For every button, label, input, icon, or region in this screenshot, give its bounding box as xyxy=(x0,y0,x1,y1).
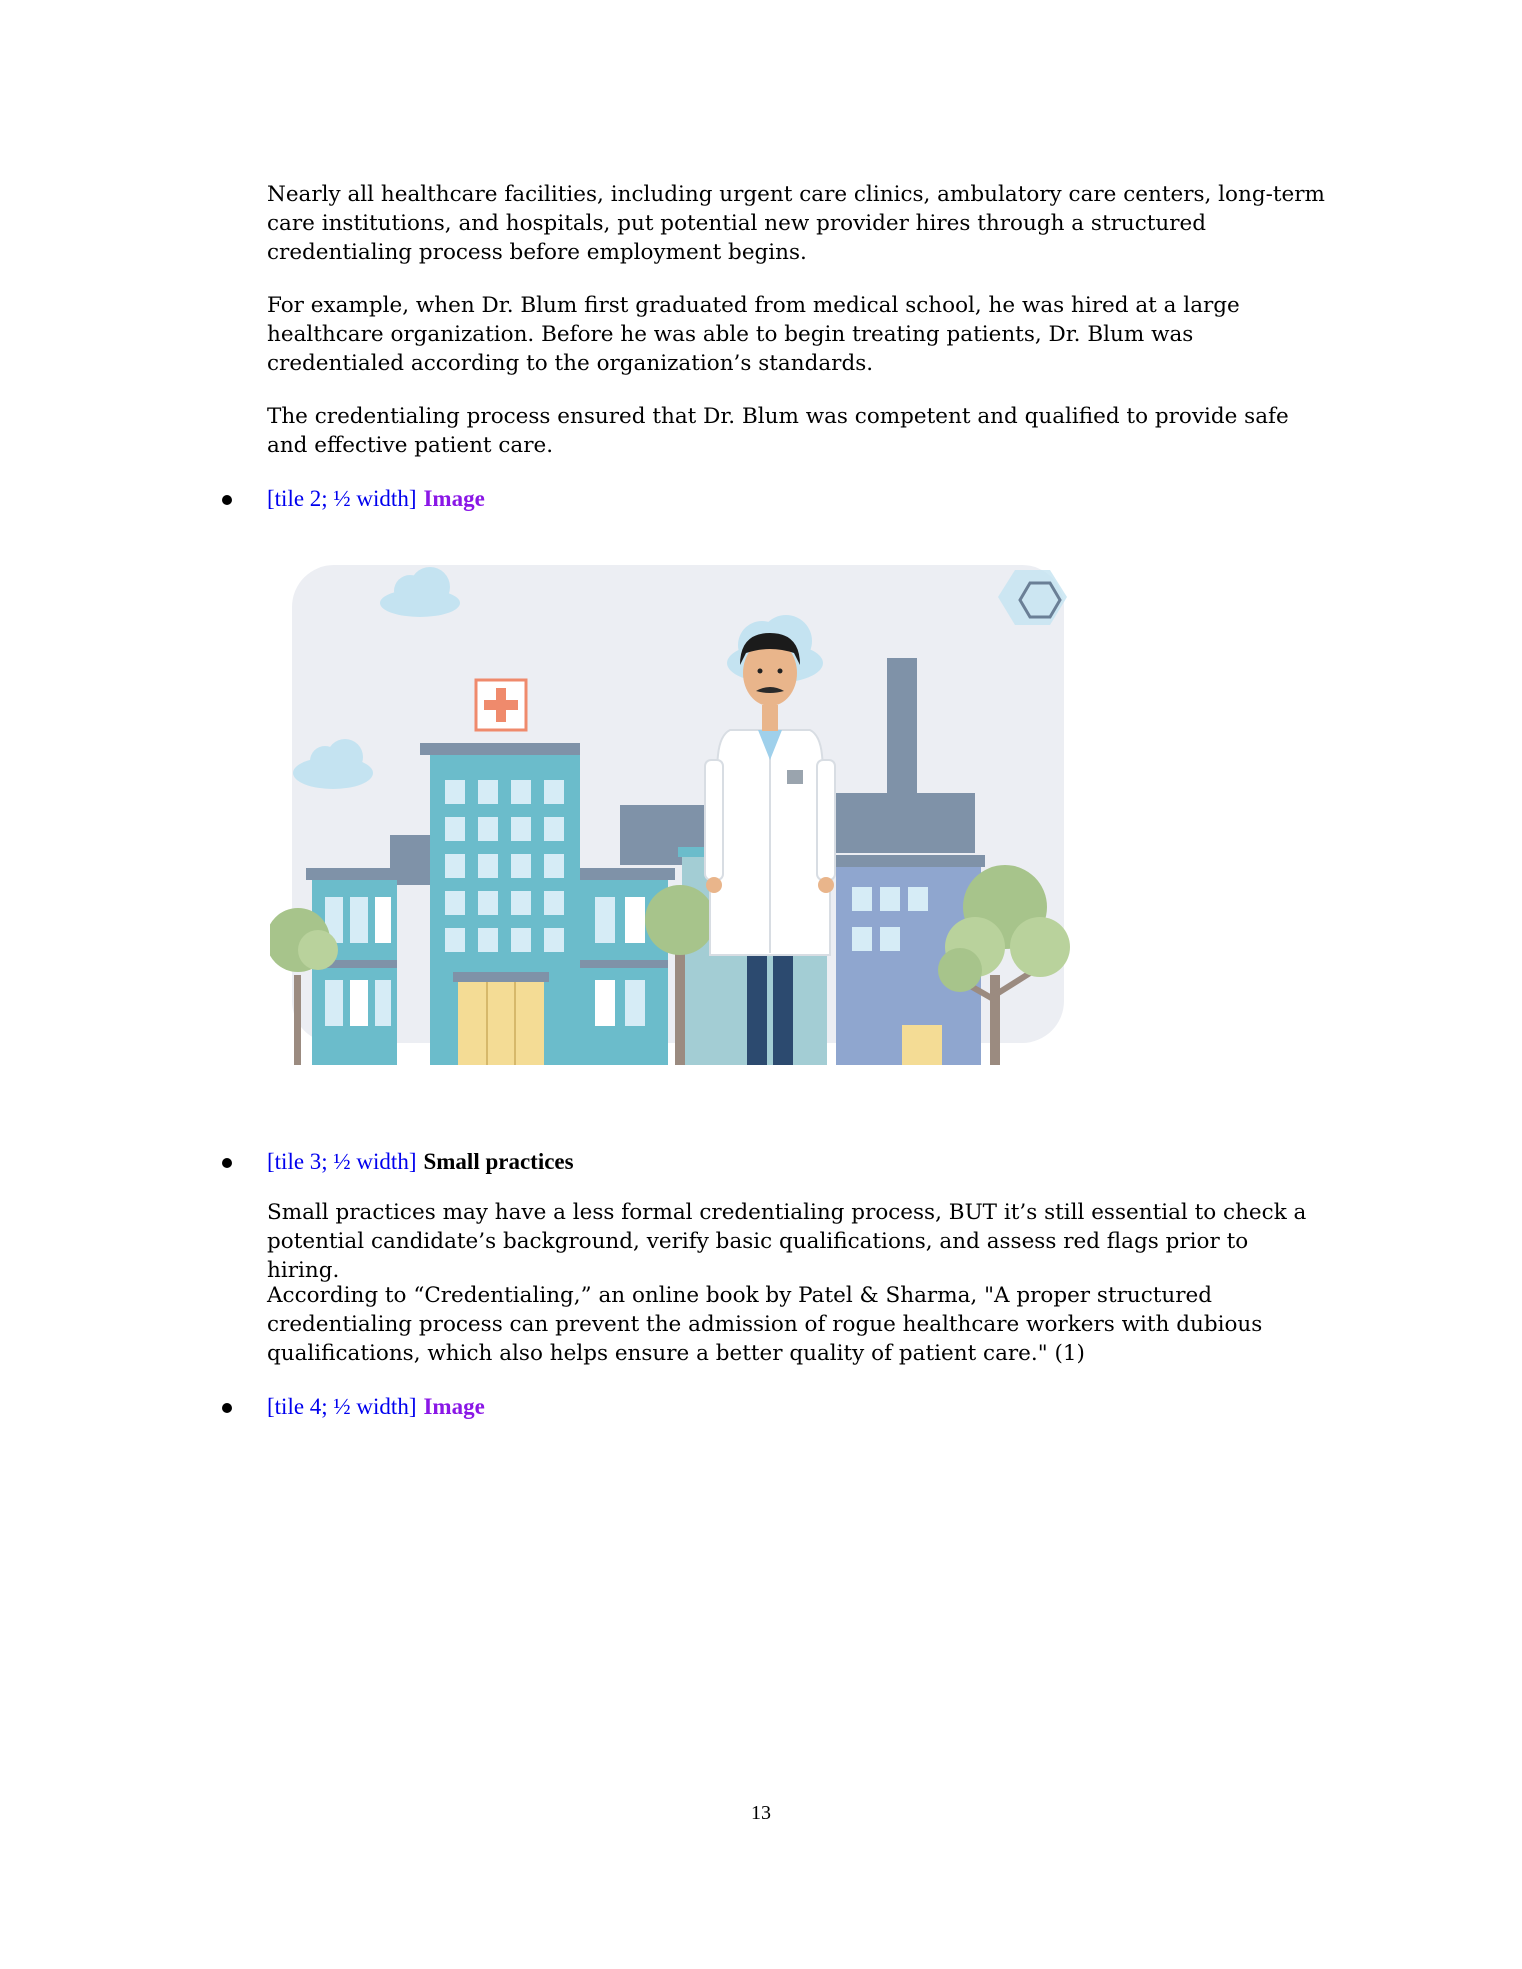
doctor-in-front-of-hospital-illustration xyxy=(270,555,1085,1065)
tile-tag: [tile 4; ½ width] xyxy=(267,1394,417,1419)
tile-label: Image xyxy=(423,1394,485,1419)
tile-label: Image xyxy=(423,486,485,511)
page-number: 13 xyxy=(751,1802,771,1824)
bullet-dot xyxy=(222,495,232,505)
paragraph-quote: According to “Credentialing,” an online book by Patel & Sharma, "A proper structured credentialing process can prevent the admission of rogue healthcare workers with dubious qualifications, which also helps ensure a better quality of patient care." (1) xyxy=(267,1283,1263,1366)
tile-heading: Small practices xyxy=(423,1149,574,1174)
bullet-dot xyxy=(222,1403,232,1413)
paragraph-process: The credentialing process ensured that Dr. Blum was competent and qualified to provide safe and effective patient care. xyxy=(267,404,1289,458)
tile-tag: [tile 3; ½ width] xyxy=(267,1149,417,1174)
medical-cross-icon xyxy=(476,680,526,730)
paragraph-example: For example, when Dr. Blum first graduated from medical school, he was hired at a large healthcare organization. Before he was able to begin treating patients, Dr. Blum was credentialed according to the organization’s standards. xyxy=(267,293,1240,376)
paragraph-small-practices: Small practices may have a less formal credentialing process, BUT it’s still essential to check a potential candidate’s background, verify basic qualifications, and assess red flags prior to hiring. xyxy=(267,1200,1307,1283)
bullet-dot xyxy=(222,1158,232,1168)
paragraph-intro: Nearly all healthcare facilities, including urgent care clinics, ambulatory care centers, long-term care institutions, and hospitals, put potential new provider hires through a structured credentialing process before employment begins. xyxy=(267,182,1325,265)
tile-tag: [tile 2; ½ width] xyxy=(267,486,417,511)
